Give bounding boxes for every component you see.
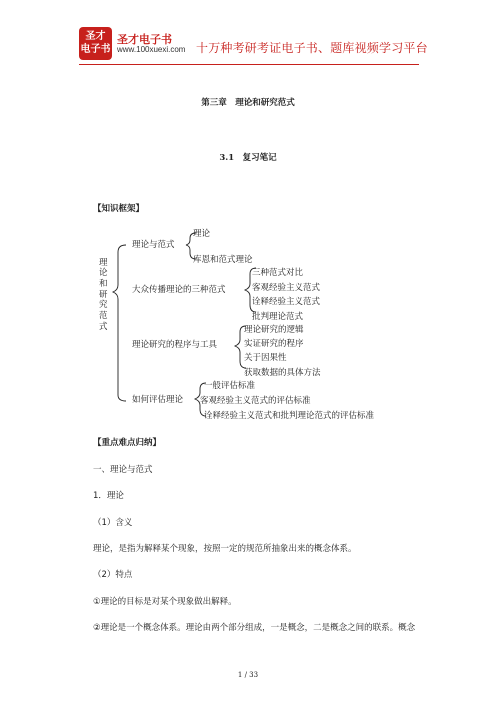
branch-child: 实证研究的程序 — [244, 339, 304, 349]
body-subheading: （1）含义 — [93, 518, 133, 528]
body-subheading: 1．理论 — [93, 491, 124, 501]
root-char: 理 — [99, 258, 108, 268]
tree-root-label — [99, 258, 108, 332]
branch-child: 诠释经验主义范式和批判理论范式的评估标准 — [204, 411, 375, 421]
root-char: 式 — [99, 322, 108, 332]
branch-child: 关于因果性 — [244, 353, 287, 363]
branch-child: 获取数据的具体方法 — [244, 368, 321, 378]
branch-child: 三种范式对比 — [252, 268, 304, 278]
chapter-title: 第三章 理论和研究范式 — [201, 98, 295, 108]
page-number: 1 / 33 — [237, 671, 259, 679]
body-paragraph: ①理论的目标是对某个现象做出解释。 — [93, 597, 237, 607]
branch-child: 一般评估标准 — [204, 381, 256, 391]
section-title: 3.1 复习笔记 — [219, 153, 277, 163]
logo-top-text: 圣才 — [85, 31, 106, 42]
body-heading: 一、理论与范式 — [93, 465, 153, 475]
root-char: 究 — [99, 300, 108, 310]
root-char: 论 — [99, 268, 108, 278]
header-slogan: 十万种考研考证电子书、题库视频学习平台 — [196, 41, 428, 55]
branch-child: 诠释经验主义范式 — [252, 297, 321, 307]
branch-child: 库恩和范式理论 — [193, 255, 253, 265]
branch-child: 客观经验主义范式的评估标准 — [200, 396, 311, 406]
branch-child: 批判理论范式 — [252, 312, 304, 322]
branch-child: 客观经验主义范式 — [252, 283, 321, 293]
branch-label: 理论与范式 — [132, 240, 175, 250]
branch-child: 理论 — [193, 229, 211, 239]
framework-label: 【知识框架】 — [93, 204, 145, 214]
body-subheading: （2）特点 — [93, 570, 133, 580]
keypoints-label: 【重点难点归纳】 — [93, 438, 162, 448]
root-char: 研 — [99, 290, 108, 300]
branch-child: 理论研究的逻辑 — [244, 325, 304, 335]
brand-url[interactable]: www.100xuexi.com — [117, 45, 186, 54]
root-brace — [113, 245, 126, 401]
branch-label: 大众传播理论的三种范式 — [132, 285, 226, 295]
body-paragraph: ②理论是一个概念体系。理论由两个部分组成，一是概念，二是概念之间的联系。概念 — [93, 623, 416, 633]
logo-bottom-text: 电子书 — [80, 44, 111, 55]
brand-name: 圣才电子书 — [117, 33, 172, 46]
root-char: 和 — [99, 279, 108, 289]
root-char: 范 — [99, 311, 108, 321]
body-paragraph: 理论，是指为解释某个现象，按照一定的规范所抽象出来的概念体系。 — [93, 544, 357, 554]
branch-label: 理论研究的程序与工具 — [132, 340, 218, 350]
branch-label: 如何评估理论 — [132, 395, 184, 405]
